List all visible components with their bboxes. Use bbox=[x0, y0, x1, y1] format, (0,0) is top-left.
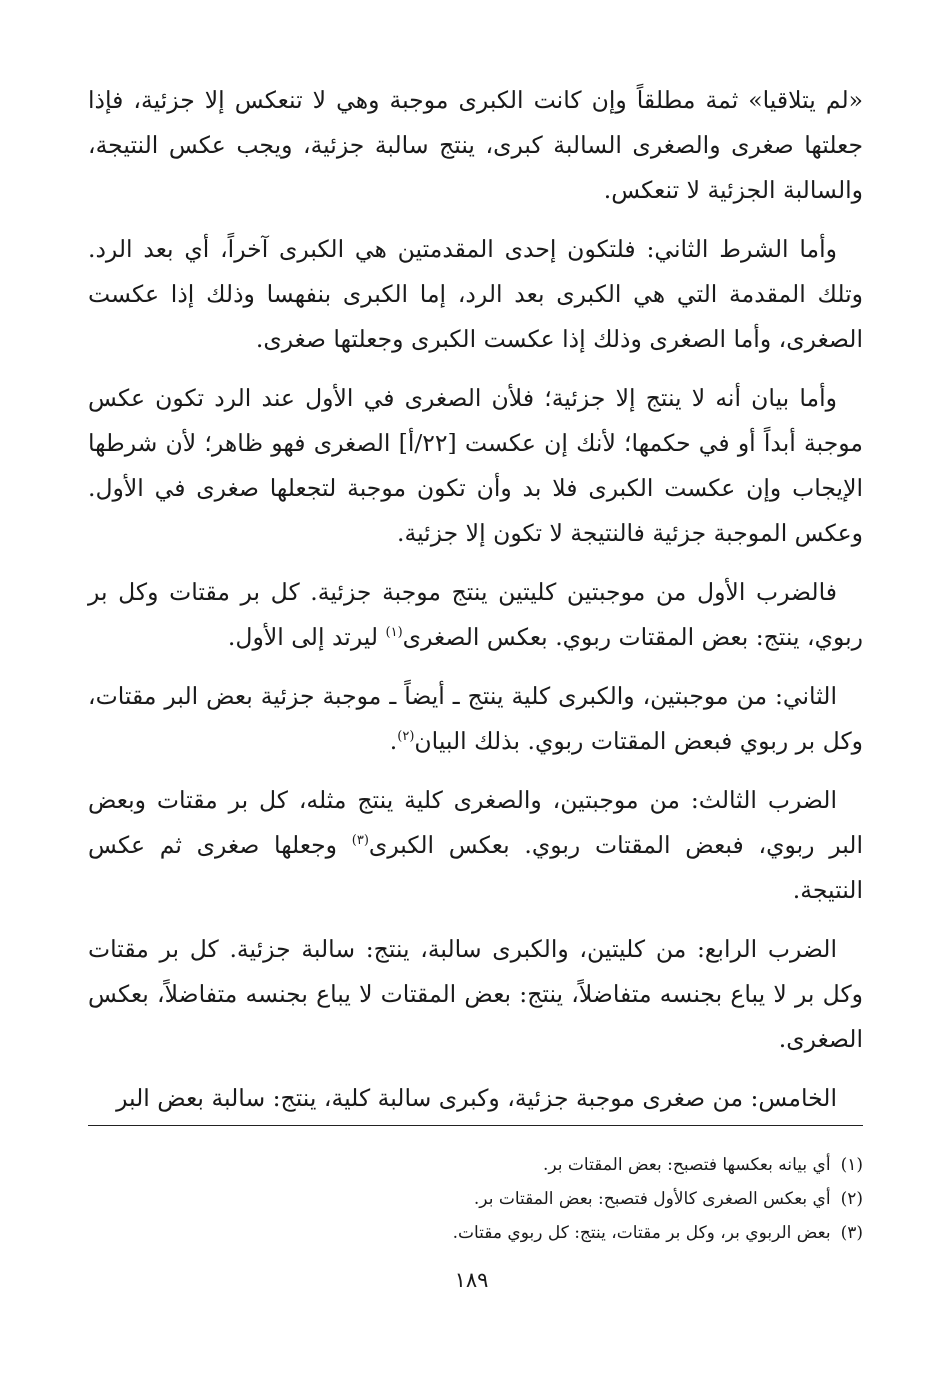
footnote-number: (١) bbox=[840, 1155, 863, 1175]
footnotes bbox=[88, 1148, 863, 1250]
paragraph-text: وجعلها صغرى ثم عكس النتيجة. bbox=[88, 831, 863, 904]
paragraph: الضرب الرابع: من كليتين، والكبرى سالبة، ينتج: سالبة جزئية. كل بر مقتات وكل بر لا يباع بجنسه متفاضلاً، ينتج: بعض المقتات لا يباع بجنسه متفاضلاً، بعكس الصغرى. bbox=[88, 935, 863, 1053]
footnote-number: (٣) bbox=[840, 1223, 863, 1243]
footnote-reference: (١) bbox=[385, 625, 403, 641]
paragraph bbox=[88, 778, 863, 913]
paragraph-text: ليرتد إلى الأول. bbox=[227, 623, 386, 651]
main-text bbox=[88, 78, 863, 1135]
paragraph-text: فالضرب الأول من موجبتين كليتين ينتج موجبة جزئية. كل بر مقتات وكل بر ربوي، ينتج: بعض المقتات ربوي. بعكس الصغرى bbox=[88, 578, 863, 651]
footnote bbox=[88, 1216, 863, 1250]
paragraph-text: الضرب الثالث: من موجبتين، والصغرى كلية ينتج مثله، كل بر مقتات وبعض البر ربوي، فبعض المقتات ربوي. بعكس الكبرى bbox=[88, 786, 863, 859]
footnote-reference: (٢) bbox=[397, 729, 415, 745]
footnote-text: أي بيانه بعكسها فتصبح: بعض المقتات بر. bbox=[542, 1155, 831, 1175]
paragraph bbox=[88, 570, 863, 660]
paragraph-text: . bbox=[389, 727, 398, 755]
paragraph bbox=[88, 674, 863, 764]
footnote bbox=[88, 1182, 863, 1216]
paragraph-text: الثاني: من موجبتين، والكبرى كلية ينتج ـ أيضاً ـ موجبة جزئية بعض البر مقتات، وكل بر ربوي فبعض المقتات ربوي. بذلك البيان bbox=[88, 682, 863, 755]
page-number: ١٨٩ bbox=[454, 1268, 489, 1292]
footnote-text: بعض الربوي بر، وكل بر مقتات، ينتج: كل ربوي مقتات. bbox=[452, 1223, 831, 1243]
paragraph: وأما الشرط الثاني: فلتكون إحدى المقدمتين هي الكبرى آخراً، أي بعد الرد. وتلك المقدمة التي هي الكبرى بعد الرد، إما الكبرى بنفهسا وذلك إذا عكست الصغرى، وأما الصغرى وذلك إذا عكست الكبرى وجعلتها صغرى. bbox=[88, 235, 863, 353]
footnote-number: (٢) bbox=[840, 1189, 863, 1209]
paragraph: الخامس: من صغرى موجبة جزئية، وكبرى سالبة كلية، ينتج: سالبة بعض البر bbox=[116, 1084, 837, 1112]
footnote-text: أي بعكس الصغرى كالأول فتصبح: بعض المقتات بر. bbox=[473, 1189, 831, 1209]
footnote-reference: (٣) bbox=[351, 833, 369, 849]
footnote bbox=[88, 1148, 863, 1182]
paragraph: وأما بيان أنه لا ينتج إلا جزئية؛ فلأن الصغرى في الأول عند الرد تكون عكس موجبة أبداً أو في حكمها؛ لأنك إن عكست [٢٢/أ] الصغرى فهو ظاهر؛ لأن شرطها الإيجاب وإن عكست الكبرى فلا بد وأن تكون موجبة لتجعلها صغرى في الأول. وعكس الموجبة جزئية فالنتيجة لا تكون إلا جزئية. bbox=[88, 384, 863, 547]
paragraph: «لم يتلاقيا» ثمة مطلقاً وإن كانت الكبرى موجبة وهي لا تنعكس إلا جزئية، فإذا جعلتها صغرى والصغرى السالبة كبرى، ينتج سالبة جزئية، ويجب عكس النتيجة، والسالبة الجزئية لا تنعكس. bbox=[88, 86, 863, 204]
footnote-divider bbox=[88, 1125, 863, 1126]
